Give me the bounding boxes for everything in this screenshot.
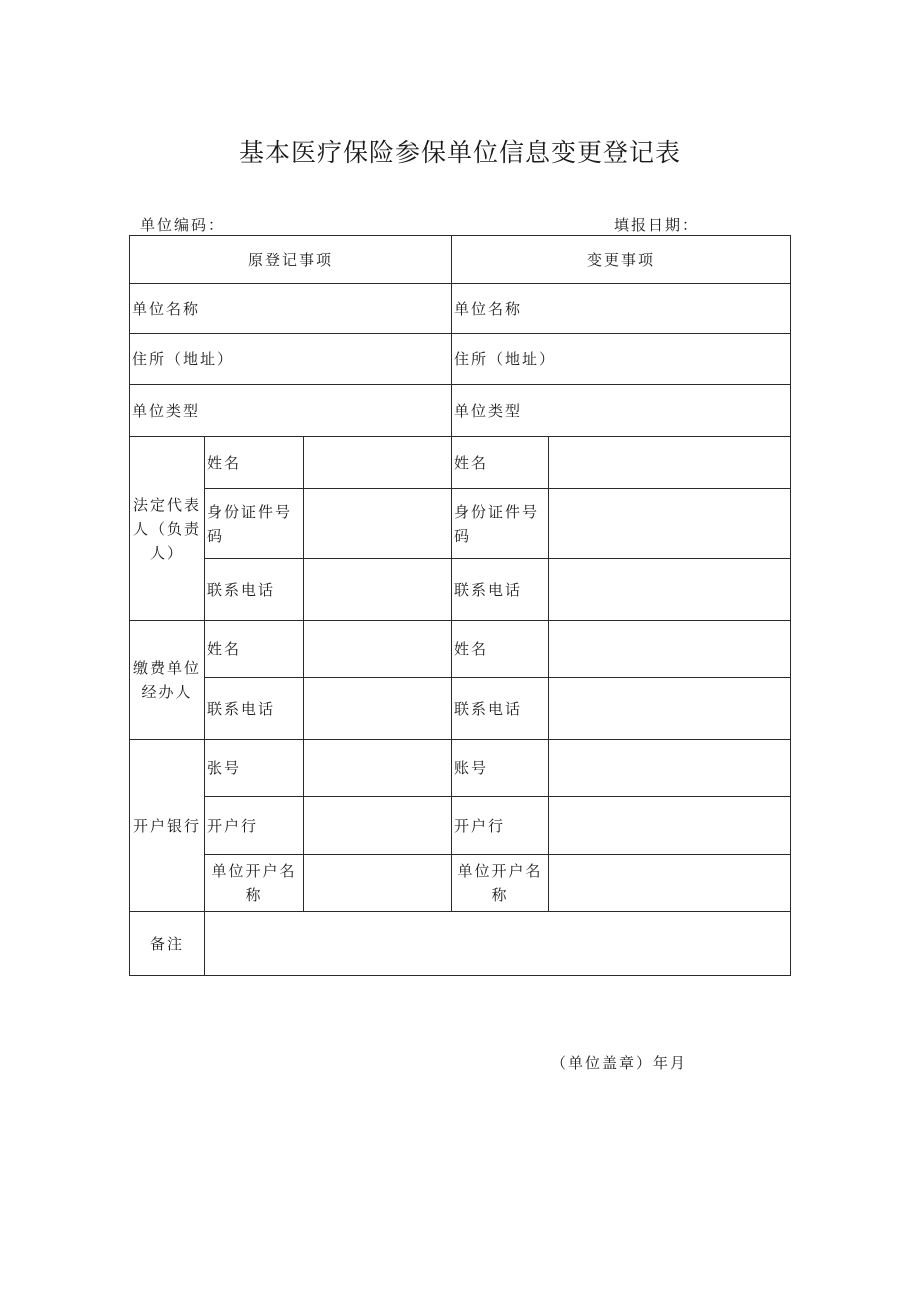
header-changed-items: 变更事项 (452, 236, 791, 284)
bank-branch-original-value (304, 797, 452, 855)
bank-account-original-value (304, 740, 452, 797)
agent-group-label: 缴费单位经办人 (130, 621, 205, 740)
agent-phone-original-value (304, 678, 452, 740)
legal-rep-name-change-value (549, 437, 791, 489)
agent-name-label: 姓名 (205, 621, 304, 678)
bank-account-change-label: 账号 (452, 740, 549, 797)
legal-rep-group-label: 法定代表人（负责人） (130, 437, 205, 621)
bank-branch-original-label: 开户行 (205, 797, 304, 855)
bank-account-name-change-value (549, 855, 791, 912)
legal-rep-phone-original-value (304, 559, 452, 621)
legal-rep-phone-change-value (549, 559, 791, 621)
unit-stamp-date-line: （单位盖章）年月 (551, 1054, 688, 1072)
unit-name-change: 单位名称 (452, 284, 791, 334)
remarks-label: 备注 (130, 912, 205, 976)
agent-name-original-value (304, 621, 452, 678)
address-change: 住所（地址） (452, 334, 791, 385)
agent-name-change-value (549, 621, 791, 678)
legal-rep-phone-change-label: 联系电话 (452, 559, 549, 621)
bank-account-name-change-label: 单位开户名称 (452, 855, 549, 912)
unit-type-original: 单位类型 (130, 385, 452, 437)
fill-date-label: 填报日期： (614, 216, 700, 234)
bank-branch-change-value (549, 797, 791, 855)
bank-branch-change-label: 开户行 (452, 797, 549, 855)
legal-rep-name-label: 姓名 (205, 437, 304, 489)
page-title: 基本医疗保险参保单位信息变更登记表 (238, 138, 681, 167)
legal-rep-id-original-value (304, 489, 452, 559)
registration-form-table (129, 235, 791, 976)
bank-account-name-original-value (304, 855, 452, 912)
unit-code-label: 单位编码： (140, 216, 226, 234)
legal-rep-name-original-value (304, 437, 452, 489)
agent-phone-change-label: 联系电话 (452, 678, 549, 740)
bank-account-original-label: 张号 (205, 740, 304, 797)
legal-rep-id-label: 身份证件号码 (205, 489, 304, 559)
bank-group-label: 开户银行 (130, 740, 205, 912)
header-original-items: 原登记事项 (130, 236, 452, 284)
agent-phone-label: 联系电话 (205, 678, 304, 740)
bank-account-name-original-label: 单位开户名称 (205, 855, 304, 912)
legal-rep-name-change-label: 姓名 (452, 437, 549, 489)
address-original: 住所（地址） (130, 334, 452, 385)
remarks-value (205, 912, 791, 976)
legal-rep-id-change-value (549, 489, 791, 559)
unit-name-original: 单位名称 (130, 284, 452, 334)
agent-name-change-label: 姓名 (452, 621, 549, 678)
legal-rep-phone-label: 联系电话 (205, 559, 304, 621)
bank-account-change-value (549, 740, 791, 797)
agent-phone-change-value (549, 678, 791, 740)
legal-rep-id-change-label: 身份证件号码 (452, 489, 549, 559)
unit-type-change: 单位类型 (452, 385, 791, 437)
